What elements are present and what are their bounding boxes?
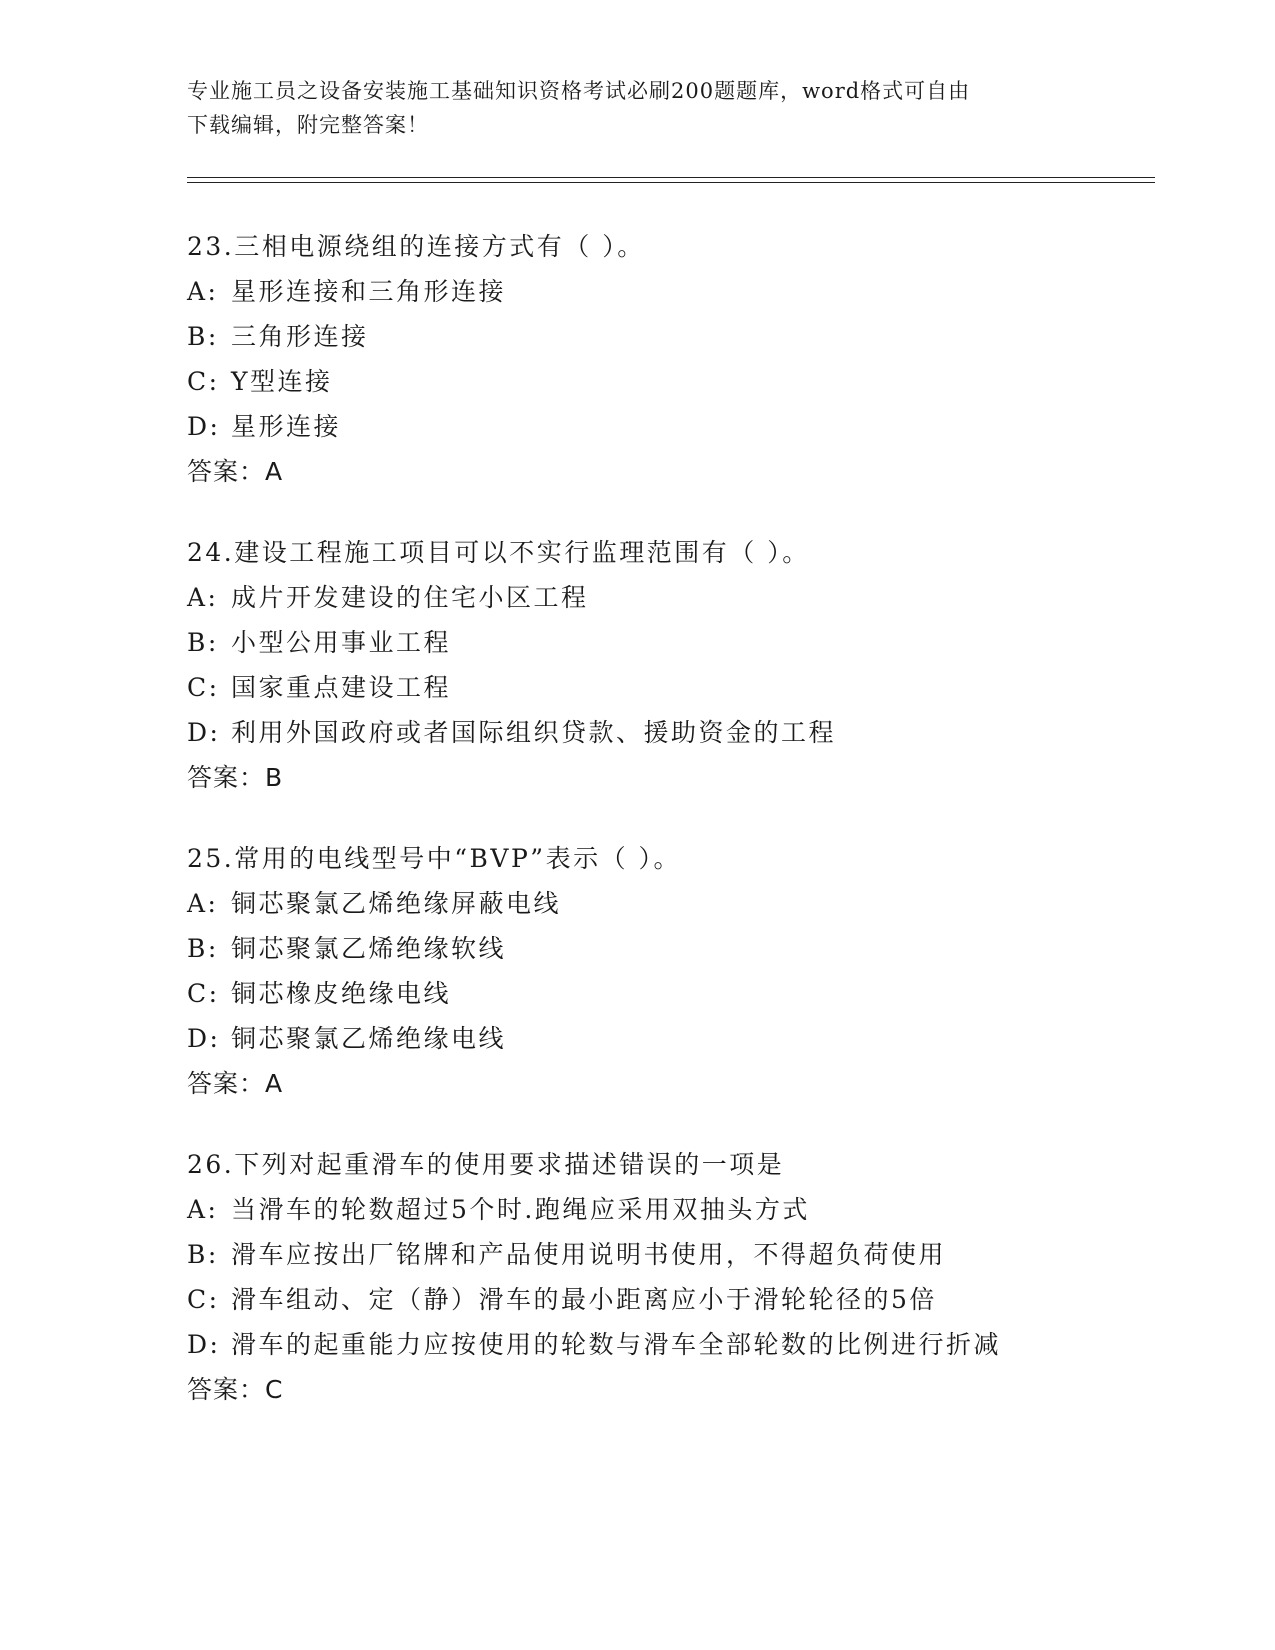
header-divider-bottom	[187, 182, 1155, 183]
answer-line: 答案：B	[187, 763, 284, 792]
header-line-1: 专业施工员之设备安装施工基础知识资格考试必刷200题题库，word格式可自由	[187, 79, 971, 103]
option-label: C:	[187, 979, 220, 1008]
option-text: 国家重点建设工程	[231, 673, 452, 702]
option-a	[187, 269, 1147, 314]
header-divider-top	[187, 177, 1155, 178]
answer-line: 答案：A	[187, 457, 284, 486]
option-label: A:	[187, 583, 219, 612]
option-label: D:	[187, 1024, 221, 1053]
answer-line: 答案：A	[187, 1069, 284, 1098]
option-label: B:	[187, 628, 219, 657]
option-d	[187, 1016, 1147, 1061]
option-d	[187, 1322, 1147, 1367]
header-line-2: 下载编辑，附完整答案！	[187, 113, 429, 137]
option-text: 滑车组动、定（静）滑车的最小距离应小于滑轮轮径的5倍	[231, 1285, 937, 1314]
option-b	[187, 1232, 1147, 1277]
option-text: 铜芯聚氯乙烯绝缘屏蔽电线	[231, 889, 562, 918]
question-stem: 25.常用的电线型号中“BVP”表示（ ）。	[187, 844, 682, 873]
option-label: C:	[187, 367, 220, 396]
option-label: D:	[187, 718, 221, 747]
option-label: D:	[187, 412, 221, 441]
option-a	[187, 881, 1147, 926]
option-text: 铜芯聚氯乙烯绝缘软线	[231, 934, 507, 963]
option-text: 三角形连接	[231, 322, 369, 351]
document-header	[187, 74, 1087, 142]
option-text: 星形连接	[231, 412, 342, 441]
option-a	[187, 575, 1147, 620]
question-stem: 23.三相电源绕组的连接方式有（ ）。	[187, 232, 645, 261]
option-text: 星形连接和三角形连接	[231, 277, 507, 306]
option-text: 当滑车的轮数超过5个时.跑绳应采用双抽头方式	[231, 1195, 810, 1224]
option-text: 成片开发建设的住宅小区工程	[231, 583, 589, 612]
option-label: B:	[187, 934, 219, 963]
option-c	[187, 1277, 1147, 1322]
option-b	[187, 314, 1147, 359]
option-c	[187, 971, 1147, 1016]
question-block	[187, 836, 1147, 1106]
option-text: 铜芯聚氯乙烯绝缘电线	[231, 1024, 507, 1053]
option-label: A:	[187, 1195, 219, 1224]
answer-line: 答案：C	[187, 1375, 284, 1404]
option-text: 滑车的起重能力应按使用的轮数与滑车全部轮数的比例进行折减	[231, 1330, 1002, 1359]
option-text: 铜芯橡皮绝缘电线	[231, 979, 452, 1008]
option-text: 滑车应按出厂铭牌和产品使用说明书使用，不得超负荷使用	[231, 1240, 947, 1269]
option-label: B:	[187, 322, 219, 351]
question-block	[187, 530, 1147, 800]
option-c	[187, 665, 1147, 710]
option-b	[187, 926, 1147, 971]
option-a	[187, 1187, 1147, 1232]
option-label: C:	[187, 1285, 220, 1314]
option-text: 小型公用事业工程	[231, 628, 452, 657]
question-block	[187, 224, 1147, 494]
option-label: C:	[187, 673, 220, 702]
option-label: A:	[187, 889, 219, 918]
option-label: D:	[187, 1330, 221, 1359]
question-stem: 24.建设工程施工项目可以不实行监理范围有（ ）。	[187, 538, 810, 567]
option-text: 利用外国政府或者国际组织贷款、援助资金的工程	[231, 718, 837, 747]
option-label: A:	[187, 277, 219, 306]
question-block	[187, 1142, 1147, 1412]
option-d	[187, 710, 1147, 755]
option-text: Y型连接	[231, 367, 333, 396]
option-d	[187, 404, 1147, 449]
option-c	[187, 359, 1147, 404]
option-b	[187, 620, 1147, 665]
question-stem: 26.下列对起重滑车的使用要求描述错误的一项是	[187, 1150, 785, 1179]
option-label: B:	[187, 1240, 219, 1269]
